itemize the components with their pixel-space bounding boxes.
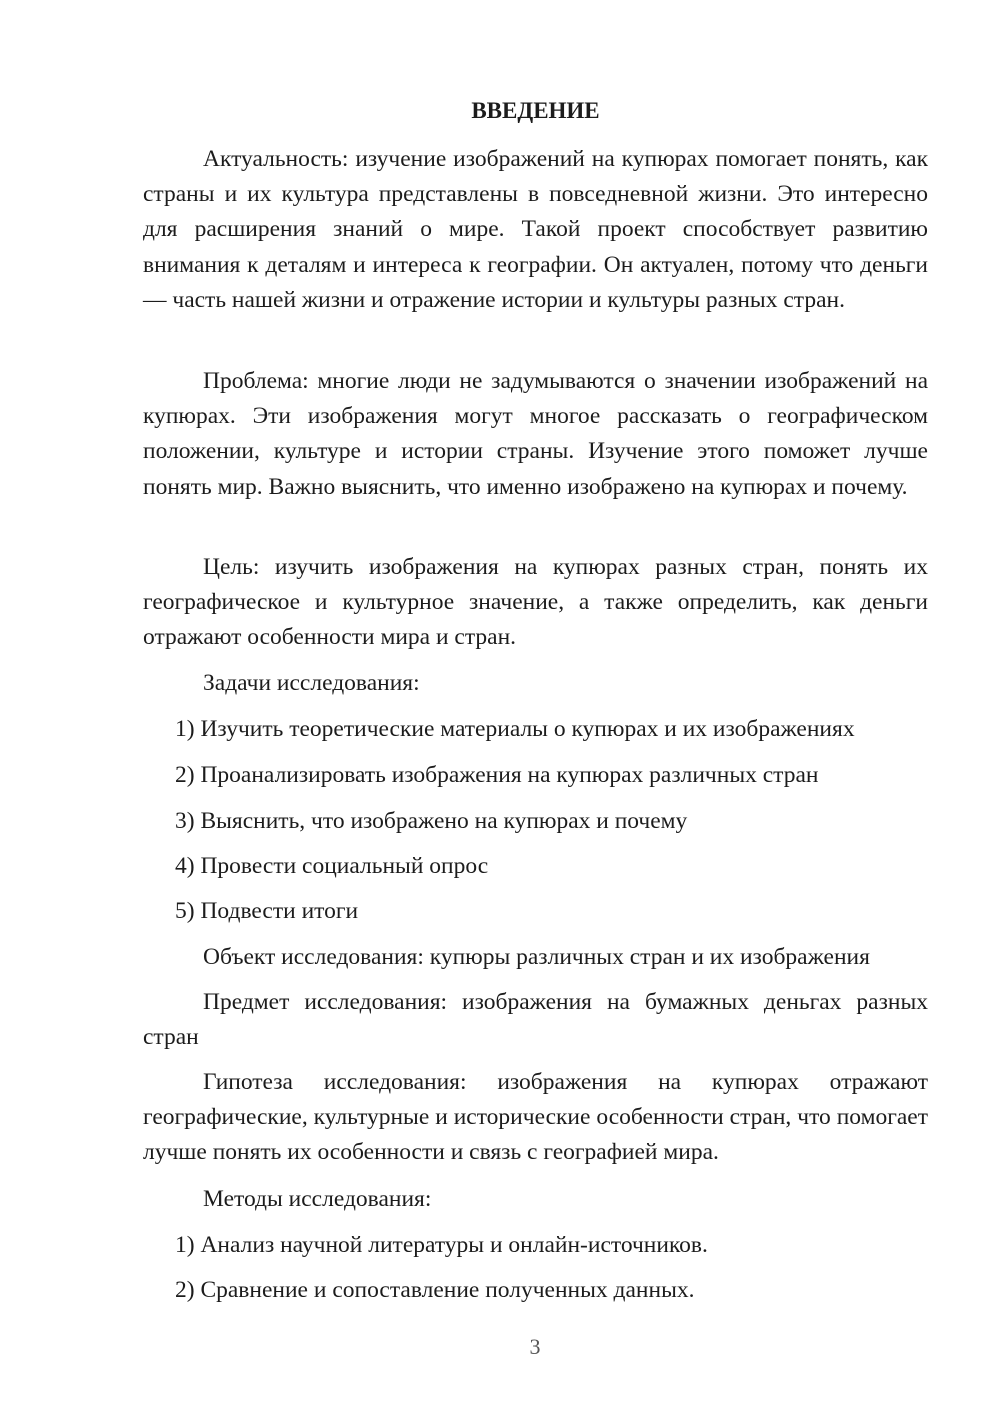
hypothesis-paragraph: Гипотеза исследования: изображения на купюрах отражают географические, культурные и исторические особенности стран, что помогает лучше понять их особенности и связь с географией мира. bbox=[143, 1069, 928, 1166]
task-item-4: 4) Провести социальный опрос bbox=[175, 853, 489, 879]
task-item-1: 1) Изучить теоретические материалы о купюрах и их изображениях bbox=[175, 716, 855, 742]
page-number: 3 bbox=[529, 1334, 541, 1359]
task-item-5: 5) Подвести итоги bbox=[175, 898, 359, 924]
subject-paragraph: Предмет исследования: изображения на бумажных деньгах разных стран bbox=[143, 989, 928, 1051]
goal-paragraph: Цель: изучить изображения на купюрах разных стран, понять их географическое и культурное значение, а также определить, как деньги отражают особенности мира и стран. bbox=[143, 554, 928, 651]
problem-paragraph: Проблема: многие люди не задумываются о значении изображений на купюрах. Эти изображения могут многое рассказать о географическом положении, культуре и истории страны. Изучение этого поможет лучше понять мир. Важно выяснить, что именно изображено на купюрах и почему. bbox=[143, 368, 928, 500]
methods-heading: Методы исследования: bbox=[203, 1186, 432, 1212]
object-line: Объект исследования: купюры различных стран и их изображения bbox=[203, 944, 870, 970]
tasks-heading: Задачи исследования: bbox=[203, 670, 420, 696]
task-item-3: 3) Выяснить, что изображено на купюрах и почему bbox=[175, 808, 688, 834]
method-item-2: 2) Сравнение и сопоставление полученных данных. bbox=[175, 1277, 695, 1303]
task-item-2: 2) Проанализировать изображения на купюрах различных стран bbox=[175, 762, 819, 788]
relevance-paragraph: Актуальность: изучение изображений на купюрах помогает понять, как страны и их культура представлены в повседневной жизни. Это интересно для расширения знаний о мире. Такой проект способствует развитию внимания к деталям и интереса к географии. Он актуален, потому что деньги — часть нашей жизни и отражение истории и культуры разных стран. bbox=[143, 146, 928, 313]
page-title: ВВЕДЕНИЕ bbox=[471, 98, 600, 123]
method-item-1: 1) Анализ научной литературы и онлайн-источников. bbox=[175, 1232, 708, 1258]
